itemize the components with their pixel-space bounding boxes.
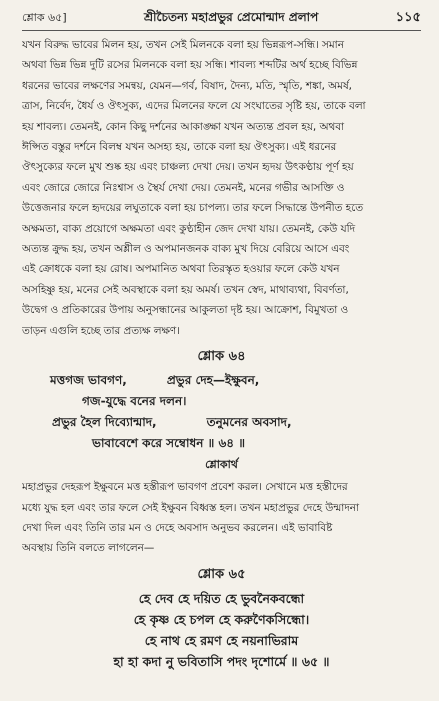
- text-line: অত্যন্ত ক্রুদ্ধ হয়, তখন অশ্লীল ও অপমানজনক বাক্য মুখ দিয়ে বেরিয়ে আসে এবং: [22, 243, 350, 256]
- text-line: ঔৎসুক্যের ফলে মুখ শুষ্ক হয় এবং চাঞ্চল্য দেখা দেয়। তখন হৃদয় উৎকণ্ঠায় পূর্ণ হয়: [22, 161, 354, 174]
- sanskrit-line: হা হা কদা নু ভবিতাসি পদং দৃশোর্মে ॥ ৬৫ ॥: [113, 653, 330, 669]
- text-line: ঈপ্সিত বস্তুর দর্শনে বিলম্ব যখন অসহ্য হয়, তাকে বলা হয় ঔৎসুক্য। এই ধরনের: [22, 141, 337, 154]
- verse-line-right: প্রভুর দেহ—ইক্ষুবন,: [166, 373, 260, 388]
- sanskrit-line: হে নাথ হে রমণ হে নয়নাভিরাম: [144, 632, 299, 648]
- translation-paragraph: [22, 477, 421, 559]
- text-line: এবং জোরে জোরে নিঃশ্বাস ও স্থৈর্য দেখা দেয়। তেমনই, মনের গভীর আসক্তি ও: [22, 181, 345, 194]
- text-line: দেখা দিল এবং তিনি তার মন ও দেহে অবসাদ অনুভব করলেন। এই ভাবাবিষ্ট: [22, 521, 333, 534]
- verse-line: [22, 412, 421, 433]
- verse-64-heading: শ্লোক ৬৪: [197, 349, 246, 365]
- verse-line-right: তনুমনের অবসাদ,: [206, 415, 292, 430]
- verse-65: [22, 588, 421, 672]
- text-line: ধরনের ভাবের লক্ষণের সমন্বয়, যেমন—গর্ব, বিষাদ, দৈন্য, মতি, স্মৃতি, শঙ্কা, অমর্ষ,: [22, 79, 352, 92]
- text-line: উত্তেজনার ফলে হৃদয়ের লঘুতাকে বলা হয় চাপল্য। তার ফলে সিদ্ধান্তে উপনীত হতে: [22, 202, 364, 215]
- verse-line-left: প্রভুর হৈল দিব্যোন্মাদ,: [52, 415, 157, 430]
- text-line: তাড়ন এগুলি হচ্ছে তার প্রত্যক্ষ লক্ষণ।: [22, 324, 180, 337]
- translation-heading: শ্লোকার্থ: [205, 458, 238, 472]
- text-line: অবস্থায় তিনি বলতে লাগলেন—: [22, 542, 155, 555]
- sanskrit-line: হে কৃষ্ণ হে চপল হে করুণৈকসিন্ধো।: [133, 611, 310, 627]
- text-line: মধ্যে যুদ্ধ হল এবং তার ফলে সেই ইক্ষুবন বিধ্বস্ত হল। তখন মহাপ্রভুর দেহে উন্মাদনা: [22, 501, 359, 514]
- verse-line: ভাবাবেশে করে সম্বোধন ॥ ৬৪ ॥: [92, 436, 246, 451]
- verse-line-left: মত্তগজ ভাবগণ,: [50, 373, 127, 388]
- verse-line: গজ-যুদ্ধে বনের দলন।: [82, 394, 187, 409]
- text-line: অসহিষ্ণু হয়, মনের সেই অবস্থাকে বলা হয় অমর্ষ। তখন স্বেদ, মাথাব্যথা, বিবর্ণতা,: [22, 283, 349, 296]
- text-line: অক্ষমতা, বাক্য প্রয়োগে অক্ষমতা এবং কুণ্ঠাহীন জেদ দেখা যায়। তেমনই, কেউ যদি: [22, 222, 356, 235]
- text-line: অথবা ভিন্ন ভিন্ন দুটি রসের মিলনকে বলা হয় সন্ধি। শাবল্য শব্দটির অর্থ হচ্ছে বিভিন্ন: [22, 59, 358, 72]
- purport-paragraph: [22, 35, 421, 341]
- verse-line: [22, 370, 421, 391]
- header-title: শ্রীচৈতন্য মহাপ্রভুর প্রেমোন্মাদ প্রলাপ: [143, 10, 319, 24]
- running-header: [22, 8, 421, 31]
- text-line: এই ক্রোধকে বলা হয় রোষ। অপমানিত অথবা তিরস্কৃত হওয়ার ফলে কেউ যখন: [22, 263, 340, 276]
- text-line: ত্রাস, নির্বেদ, ধৈর্য ও ঔৎসুক্য, এদের মিলনের ফলে যে সংঘাতের সৃষ্টি হয়, তাকে বলা: [22, 100, 366, 113]
- page-number: ১১৫: [395, 10, 421, 25]
- text-line: যখন বিরুদ্ধ ভাবের মিলন হয়, তখন সেই মিলনকে বলা হয় ভিন্নরূপ-সন্ধি। সমান: [22, 39, 344, 51]
- text-line: উদ্বেগ ও প্রতিকারের উপায় অনুসন্ধানের আকুলতা দৃষ্ট হয়। আক্রোশ, বিমুখতা ও: [22, 304, 349, 317]
- text-line: মহাপ্রভুর দেহরূপ ইক্ষুবনে মত্ত হস্তীরূপ ভাবগণ প্রবেশ করল। সেখানে মত্ত হস্তীদের: [22, 481, 348, 494]
- verse-65-heading: শ্লোক ৬৫: [197, 566, 246, 582]
- sanskrit-line: হে দেব হে দয়িত হে ভুবনৈকবন্ধো: [138, 590, 305, 606]
- text-line: হয় শাবল্য। তেমনই, কোন কিছু দর্শনের আকাঙ্ক্ষা যখন অত্যন্ত প্রবল হয়, অথবা: [22, 120, 345, 133]
- verse-64: [22, 370, 421, 454]
- header-verse-ref: শ্লোক ৬৫]: [22, 11, 67, 24]
